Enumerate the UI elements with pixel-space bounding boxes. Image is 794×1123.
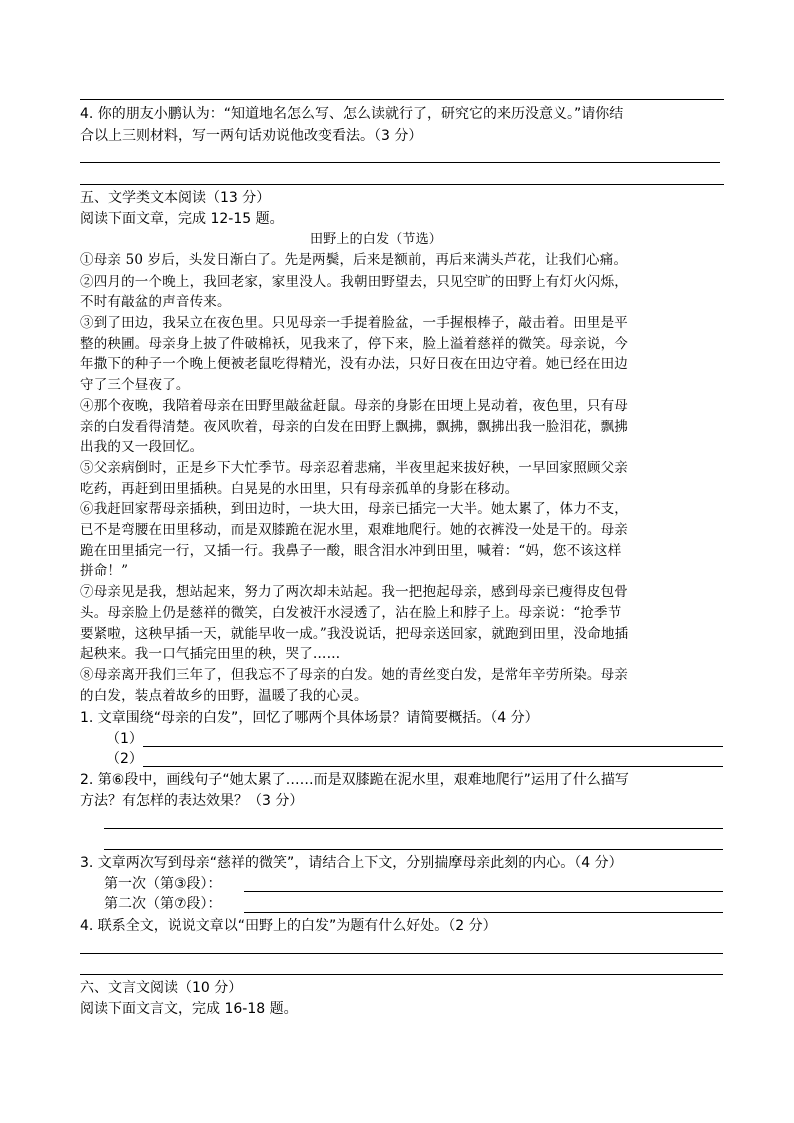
answer-line[interactable]: [244, 912, 723, 913]
paragraph-line: ④那个夜晚，我陪着母亲在田野里敲盆赶鼠。母亲的身影在田埂上晃动着，夜色里，只有母: [80, 398, 628, 414]
paragraph-line: ⑦母亲见是我，想站起来，努力了两次却未站起。我一把抱起母亲，感到母亲已瘦得皮包骨: [80, 584, 628, 600]
answer-line[interactable]: [143, 766, 723, 767]
paragraph-line: ⑧母亲离开我们三年了，但我忘不了母亲的白发。她的青丝变白发，是常年辛劳所染。母亲: [80, 667, 628, 683]
paragraph-line: 的白发，装点着故乡的田野，温暖了我的心灵。: [80, 688, 368, 704]
paragraph-line: 跪在田里插完一行，又插一行。我鼻子一酸，眼含泪水冲到田里，喊着：“妈，您不该这样: [80, 543, 622, 559]
question-1: 1. 文章围绕“母亲的白发”，回忆了哪两个具体场景？请简要概括。（4 分）: [80, 710, 539, 726]
paragraph-line: 头。母亲脸上仍是慈祥的微笑，白发被汗水浸透了，沾在脸上和脖子上。母亲说：“抢季节: [80, 605, 622, 621]
paragraph-line: ②四月的一个晚上，我回老家，家里没人。我朝田野望去，只见空旷的田野上有灯火闪烁，: [80, 274, 628, 290]
paragraph-line: ③到了田边，我呆立在夜色里。只见母亲一手提着脸盆，一手握根棒子，敲击着。田里是平: [80, 315, 628, 331]
answer-line[interactable]: [80, 184, 724, 185]
section-5-instruction: 阅读下面文章，完成 12-15 题。: [80, 211, 284, 227]
question-1-label-2: （2）: [106, 751, 143, 767]
section-6-heading: 六、文言文阅读（10 分）: [80, 980, 243, 996]
paragraph-line: 吃药，再赶到田里插秧。白晃晃的水田里，只有母亲孤单的身影在移动。: [80, 481, 519, 497]
paragraph-line: 起秧来。我一口气插完田里的秧，哭了……: [80, 646, 341, 662]
paragraph-line: 出我的又一段回忆。: [80, 439, 204, 455]
question-1-label-1: （1）: [106, 731, 143, 747]
paragraph-line: ①母亲 50 岁后，头发日渐白了。先是两鬓，后来是额前，再后来满头芦花，让我们心痛。: [80, 252, 628, 268]
paragraph-line: 不时有敲盆的声音传来。: [80, 294, 231, 310]
answer-line[interactable]: [143, 746, 723, 747]
paragraph-line: 亲的白发看得清楚。夜风吹着，母亲的白发在田野上飘拂，飘拂，飘拂出我一脸泪花，飘拂: [80, 419, 628, 435]
paragraph-line: 要紧啦，这秧早插一天，就能早收一成。”我没说话，把母亲送回家，就跑到田里，没命地插: [80, 626, 629, 642]
question-3: 3. 文章两次写到母亲“慈祥的微笑”，请结合上下文，分别揣摩母亲此刻的内心。（4 分）: [80, 855, 623, 871]
paragraph-line: 年撒下的种子一个晚上便被老鼠吃得精光，没有办法，只好日夜在田边守着。她已经在田边: [80, 356, 628, 372]
top-rule: [80, 99, 724, 100]
paragraph-line: 拼命！”: [80, 563, 129, 579]
question-3-label-1: 第一次（第③段）：: [104, 876, 222, 892]
question-4: 4. 联系全文，说说文章以“田野上的白发”为题有什么好处。（2 分）: [80, 918, 497, 934]
answer-line[interactable]: [80, 162, 720, 163]
question-2-line-2: 方法？有怎样的表达效果？（3 分）: [80, 793, 304, 809]
section-5-heading: 五、文学类文本阅读（13 分）: [80, 190, 271, 206]
answer-line[interactable]: [80, 974, 723, 975]
paragraph-line: 整的秧圃。母亲身上披了件破棉袄，见我来了，停下来，脸上溢着慈祥的微笑。母亲说，今: [80, 336, 628, 352]
question-3-label-2: 第二次（第⑦段）：: [104, 896, 222, 912]
paragraph-line: 已不是弯腰在田里移动，而是双膝跪在泥水里，艰难地爬行。她的衣裤没一处是干的。母亲: [80, 522, 628, 538]
paragraph-line: ⑥我赶回家帮母亲插秧，到田边时，一块大田，母亲已插完一大半。她太累了，体力不支，: [80, 501, 628, 517]
answer-line[interactable]: [80, 953, 723, 954]
answer-line[interactable]: [244, 891, 723, 892]
answer-line[interactable]: [104, 828, 723, 829]
question-2-line-1: 2. 第⑥段中，画线句子“她太累了……而是双膝跪在泥水里，艰难地爬行”运用了什么描写: [80, 772, 629, 788]
paragraph-line: 守了三个昼夜了。: [80, 377, 190, 393]
paragraph-line: ⑤父亲病倒时，正是乡下大忙季节。母亲忍着悲痛，半夜里起来拔好秧，一早回家照顾父亲: [80, 460, 628, 476]
article-title: 田野上的白发（节选）: [310, 232, 443, 247]
answer-line[interactable]: [104, 849, 723, 850]
prev-question-4-line-1: 4. 你的朋友小鹏认为：“知道地名怎么写、怎么读就行了，研究它的来历没意义。”请你结: [80, 106, 624, 122]
prev-question-4-line-2: 合以上三则材料，写一两句话劝说他改变看法。（3 分）: [80, 128, 423, 144]
section-6-instruction: 阅读下面文言文，完成 16-18 题。: [80, 1001, 298, 1017]
